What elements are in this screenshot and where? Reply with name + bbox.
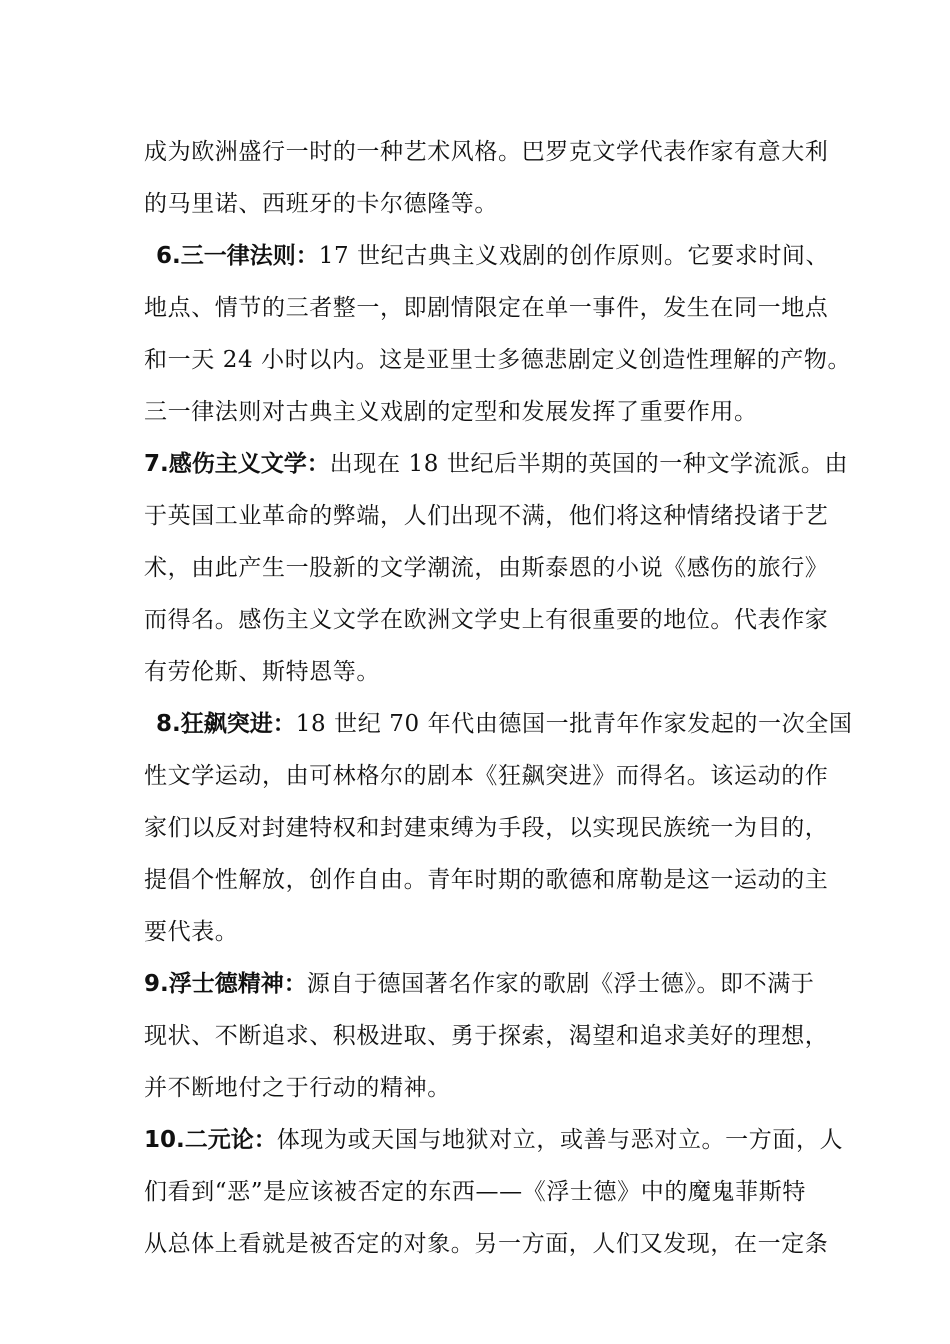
text-line: 性文学运动，由可林格尔的剧本《狂飙突进》而得名。该运动的作: [144, 763, 829, 789]
entry-text: 18 世纪 70 年代由德国一批青年作家发起的一次全国: [295, 711, 853, 737]
text-line: 现状、不断追求、积极进取、勇于探索，渴望和追求美好的理想，: [144, 1023, 829, 1049]
entry-heading-line: [156, 236, 830, 276]
entry-term: 9.浮士德精神：: [144, 971, 307, 997]
text-line: 三一律法则对古典主义戏剧的定型和发展发挥了重要作用。: [144, 399, 758, 425]
entry-heading-line: [144, 964, 814, 1004]
text-line: 成为欧洲盛行一时的一种艺术风格。巴罗克文学代表作家有意大利: [144, 139, 829, 165]
text-line: 的马里诺、西班牙的卡尔德隆等。: [144, 191, 498, 217]
text-line: 从总体上看就是被否定的对象。另一方面，人们又发现，在一定条: [144, 1231, 829, 1257]
text-line: 家们以反对封建特权和封建束缚为手段，以实现民族统一为目的，: [144, 815, 829, 841]
text-line: 们看到“恶”是应该被否定的东西——《浮士德》中的魔鬼菲斯特: [144, 1179, 806, 1205]
entry-term: 8.狂飙突进：: [156, 711, 296, 737]
entry-term: 6.三一律法则：: [156, 243, 319, 269]
entry-text: 体现为或天国与地狱对立，或善与恶对立。一方面，人: [276, 1127, 844, 1153]
entry-heading-line: [144, 444, 849, 484]
entry-heading-line: [156, 704, 853, 744]
text-line: 有劳伦斯、斯特恩等。: [144, 659, 380, 685]
entry-term: 7.感伤主义文学：: [144, 451, 330, 477]
entry-text: 源自于德国著名作家的歌剧《浮士德》。即不满于: [306, 971, 815, 997]
text-line: 而得名。感伤主义文学在欧洲文学史上有很重要的地位。代表作家: [144, 607, 829, 633]
entry-text: 17 世纪古典主义戏剧的创作原则。它要求时间、: [318, 243, 830, 269]
text-line: 地点、情节的三者整一，即剧情限定在单一事件，发生在同一地点: [144, 295, 829, 321]
entry-heading-line: [144, 1120, 844, 1160]
text-line: 要代表。: [144, 919, 239, 945]
entry-term: 10.二元论：: [144, 1127, 277, 1153]
text-line: 于英国工业革命的弊端，人们出现不满，他们将这种情绪投诸于艺: [144, 503, 829, 529]
text-line: 术，由此产生一股新的文学潮流，由斯泰恩的小说《感伤的旅行》: [144, 555, 829, 581]
text-line: 提倡个性解放，创作自由。青年时期的歌德和席勒是这一运动的主: [144, 867, 829, 893]
entry-text: 出现在 18 世纪后半期的英国的一种文学流派。由: [329, 451, 849, 477]
text-line: 并不断地付之于行动的精神。: [144, 1075, 451, 1101]
text-line: 和一天 24 小时以内。这是亚里士多德悲剧定义创造性理解的产物。: [144, 347, 852, 373]
